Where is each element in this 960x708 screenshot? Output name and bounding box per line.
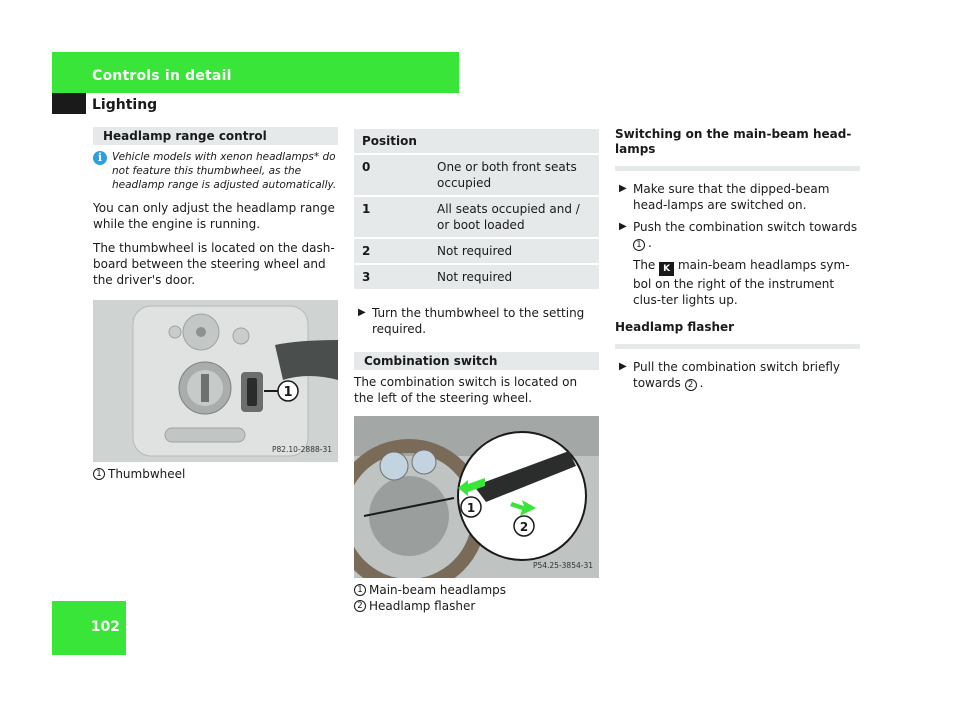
step-number: 1 bbox=[633, 239, 645, 251]
table-row bbox=[354, 197, 599, 237]
section-title: Lighting bbox=[92, 97, 158, 113]
headlamp-range-heading: Headlamp range control bbox=[93, 127, 338, 145]
table-cell-key: 3 bbox=[354, 265, 431, 289]
caption-number: 1 bbox=[93, 468, 105, 480]
table-header-position: Position bbox=[354, 129, 431, 153]
push-switch-step bbox=[615, 219, 860, 251]
pull-switch-step bbox=[615, 359, 860, 391]
step-number: 2 bbox=[685, 379, 697, 391]
page-number: 102 bbox=[90, 619, 120, 635]
flasher-caption bbox=[354, 598, 599, 614]
position-table bbox=[354, 127, 599, 291]
table-header-row bbox=[354, 129, 599, 153]
info-icon: i bbox=[93, 151, 107, 165]
bullet-arrow-icon: ▶ bbox=[619, 183, 627, 194]
table-row bbox=[354, 239, 599, 263]
caption-number: 1 bbox=[354, 584, 366, 596]
step-text: Turn the thumbwheel to the setting required. bbox=[372, 306, 585, 336]
bullet-arrow-icon: ▶ bbox=[619, 361, 627, 372]
table-cell-desc: Not required bbox=[431, 265, 599, 289]
headlamp-flasher-heading: Headlamp flasher bbox=[615, 320, 860, 349]
step-end: . bbox=[648, 236, 652, 250]
table-cell-key: 0 bbox=[354, 155, 431, 195]
step-text bbox=[633, 219, 860, 251]
thumbwheel-photo bbox=[93, 300, 338, 462]
caption-number: 2 bbox=[354, 600, 366, 612]
info-note-text: Vehicle models with xenon headlamps* do not feature this thumbwheel, as the headlamp range is adjusted automatically. bbox=[112, 151, 337, 191]
combination-switch-heading: Combination switch bbox=[354, 352, 599, 370]
table-cell-desc: One or both front seats occupied bbox=[431, 155, 599, 195]
column-position-combination bbox=[354, 127, 599, 614]
thumbwheel-caption bbox=[93, 466, 338, 482]
table-cell-desc: All seats occupied and / or boot loaded bbox=[431, 197, 599, 237]
section-tab bbox=[52, 93, 86, 114]
dipped-beam-step bbox=[615, 181, 860, 213]
caption-label: Thumbwheel bbox=[108, 467, 186, 481]
table-cell-desc: Not required bbox=[431, 239, 599, 263]
table-cell-key: 2 bbox=[354, 239, 431, 263]
bullet-arrow-icon: ▶ bbox=[619, 221, 627, 232]
thumbwheel-callout: 1 bbox=[283, 385, 293, 400]
chapter-title: Controls in detail bbox=[92, 68, 232, 84]
table-header-empty bbox=[431, 129, 599, 153]
table-cell-key: 1 bbox=[354, 197, 431, 237]
caption-label: Main-beam headlamps bbox=[369, 583, 507, 597]
step-text bbox=[633, 359, 860, 391]
step-text-main: Pull the combination switch briefly towards bbox=[633, 360, 841, 390]
thumbwheel-photo-code: P82.10-2888-31 bbox=[271, 445, 332, 454]
note-post: main-beam headlamps sym-bol on the right of the instrument clus-ter lights up. bbox=[633, 258, 850, 307]
bullet-arrow-icon: ▶ bbox=[358, 307, 366, 318]
step-end: . bbox=[699, 376, 704, 390]
main-beam-note bbox=[633, 257, 860, 308]
main-beam-callout: 1 bbox=[466, 501, 476, 515]
dashboard-illustration bbox=[93, 300, 338, 462]
column-main-beam bbox=[615, 127, 860, 391]
table-row bbox=[354, 155, 599, 195]
flasher-callout: 2 bbox=[519, 520, 529, 534]
headlamp-range-para2: The thumbwheel is located on the dash-board between the steering wheel and the driver's door. bbox=[93, 241, 335, 287]
caption-label: Headlamp flasher bbox=[369, 599, 476, 613]
main-beam-heading: Switching on the main-beam head-lamps bbox=[615, 127, 860, 171]
step-text: Make sure that the dipped-beam head-lamps are switched on. bbox=[633, 182, 830, 212]
column-headlamp-range bbox=[93, 127, 338, 482]
step-text-main: Push the combination switch towards bbox=[633, 220, 858, 234]
table-row bbox=[354, 265, 599, 289]
combination-switch-photo bbox=[354, 416, 599, 578]
main-beam-caption bbox=[354, 582, 599, 598]
headlamp-range-para1: You can only adjust the headlamp range while the engine is running. bbox=[93, 201, 335, 231]
page-number-box bbox=[52, 601, 126, 655]
turn-thumbwheel-step bbox=[354, 305, 599, 337]
main-beam-symbol-icon: K bbox=[659, 262, 674, 276]
steering-illustration bbox=[354, 416, 599, 578]
combination-switch-para: The combination switch is located on the left of the steering wheel. bbox=[354, 375, 578, 405]
combination-photo-code: P54.25-3854-31 bbox=[532, 561, 593, 570]
note-pre: The bbox=[633, 258, 656, 272]
info-note bbox=[93, 150, 338, 192]
